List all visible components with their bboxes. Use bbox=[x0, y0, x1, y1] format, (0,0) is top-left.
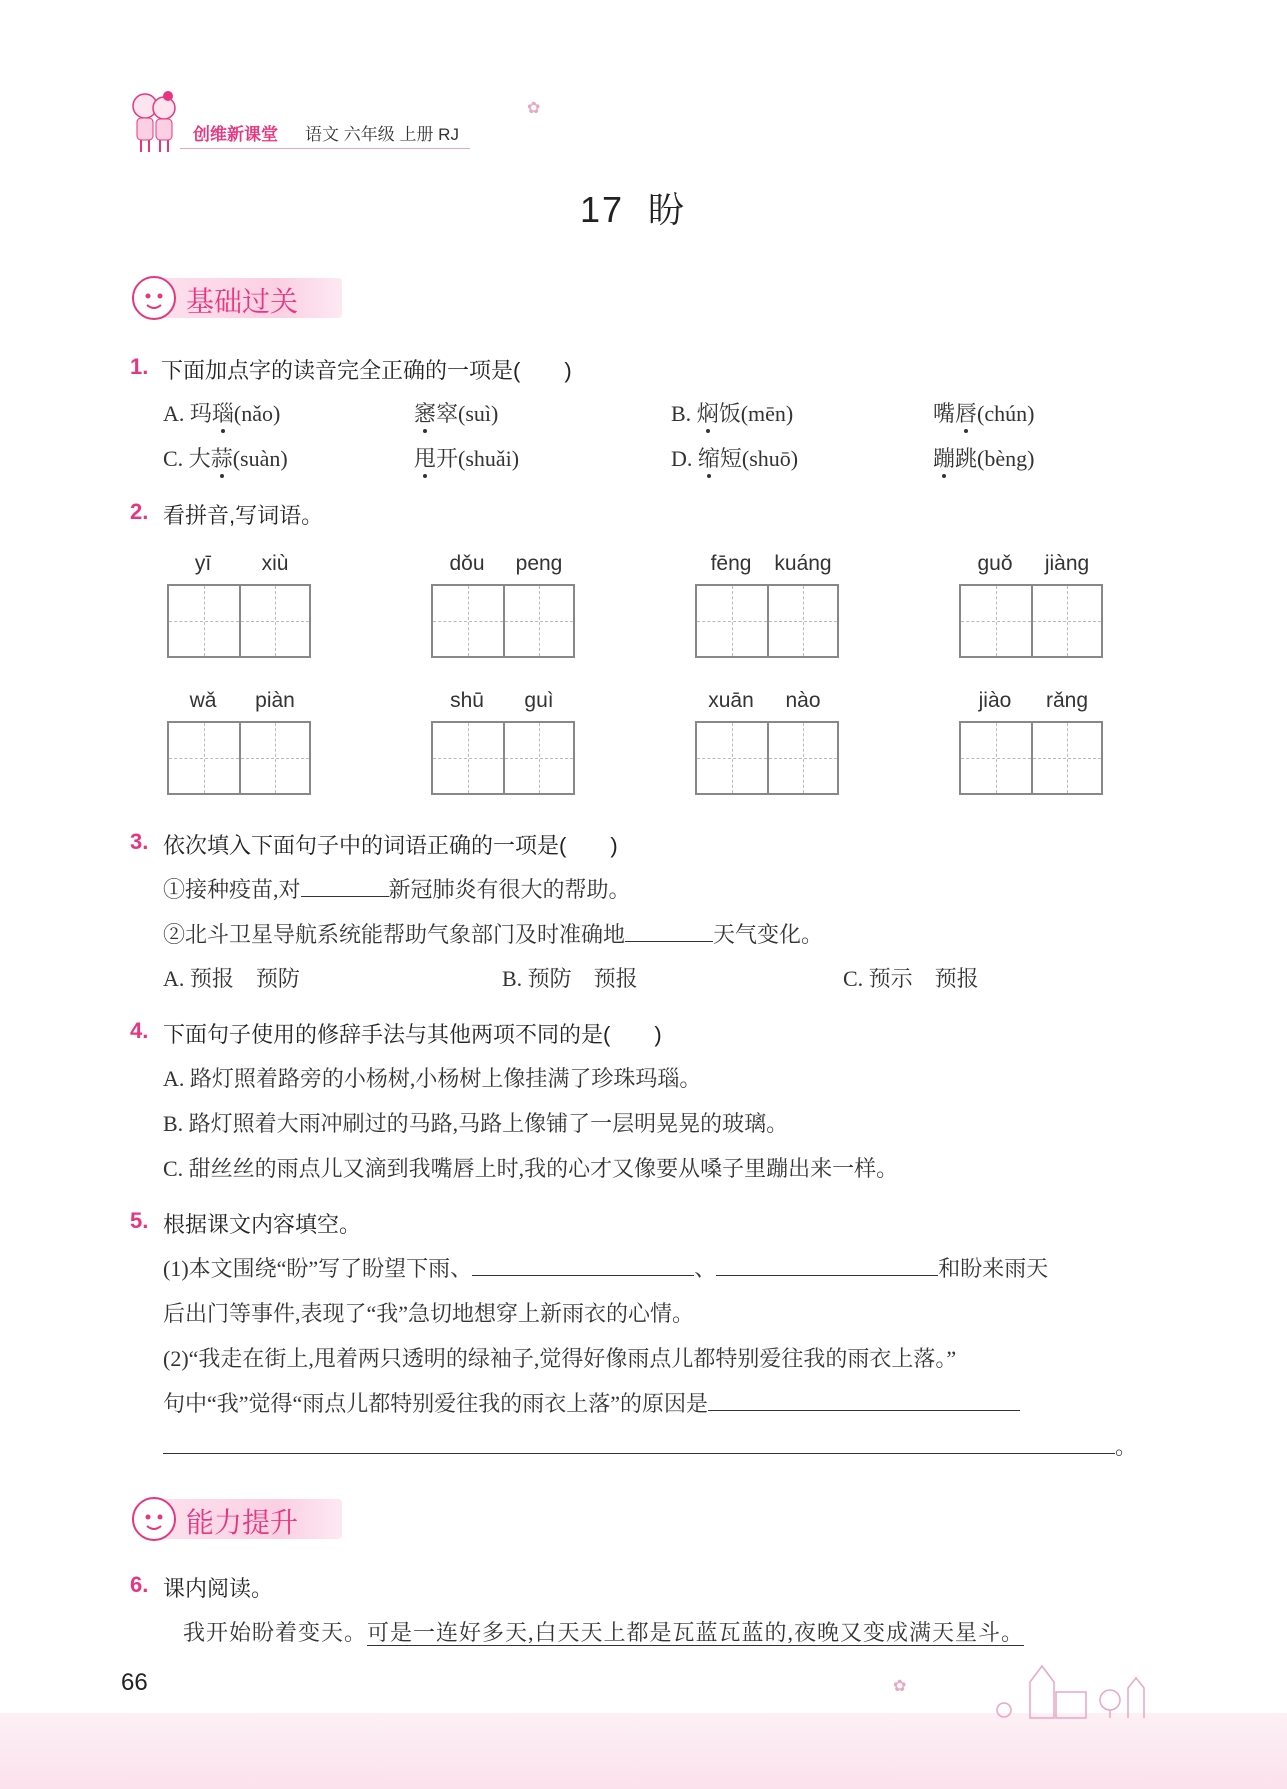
q2-question: 看拼音,写词语。 bbox=[163, 503, 324, 528]
writing-grid[interactable] bbox=[431, 721, 575, 795]
writing-grid[interactable] bbox=[167, 584, 311, 658]
q6-reading-passage bbox=[183, 1616, 1024, 1647]
q3-sentence-2 bbox=[163, 918, 823, 949]
q5-blank-1[interactable] bbox=[472, 1253, 694, 1276]
writing-cell[interactable] bbox=[697, 586, 767, 656]
q1-b-post: 饭(mēn) bbox=[718, 401, 794, 426]
writing-cell[interactable] bbox=[433, 586, 503, 656]
q1-d2-dotted: 蹦 bbox=[933, 446, 956, 471]
pinyin-syllable: nào bbox=[785, 689, 821, 712]
q5-part-2: (2)“我走在街上,甩着两只透明的绿袖子,觉得好像雨点儿都特别爱往我的雨衣上落。” bbox=[163, 1346, 957, 1371]
pinyin-syllable: peng bbox=[515, 552, 563, 575]
q1-d-dotted: 缩 bbox=[697, 446, 720, 471]
q5-part-2-question bbox=[163, 1387, 1020, 1418]
q1-option-b2 bbox=[933, 397, 1034, 428]
q1-option-a2 bbox=[414, 397, 498, 428]
q1-c-dotted: 蒜 bbox=[210, 446, 233, 471]
pinyin-syllable: dǒu bbox=[449, 552, 485, 575]
q6-reading-start: 我开始盼着变天。 bbox=[183, 1620, 368, 1645]
q3-sentence-1 bbox=[163, 873, 631, 904]
writing-cell[interactable] bbox=[169, 586, 239, 656]
q1-b-dotted: 焖 bbox=[696, 401, 719, 426]
writing-cell[interactable] bbox=[239, 723, 309, 793]
q3-option-b: B. 预防 预报 bbox=[502, 966, 638, 991]
header-brand: 创维新课堂 bbox=[193, 125, 278, 144]
section-title-advance: 能力提升 bbox=[186, 1507, 299, 1538]
writing-grid[interactable] bbox=[695, 584, 839, 658]
pinyin-syllable: xuān bbox=[708, 689, 754, 712]
q3-s2-end: 天气变化。 bbox=[713, 922, 824, 947]
q4-option-a: A. 路灯照着路旁的小杨树,小杨树上像挂满了珍珠玛瑙。 bbox=[163, 1066, 702, 1091]
decorative-flower-icon: ✿ bbox=[527, 100, 541, 117]
q1-c2-dotted: 甩 bbox=[414, 446, 437, 471]
q1-b2-dotted: 唇 bbox=[955, 401, 978, 426]
q3-s1-end: 新冠肺炎有很大的帮助。 bbox=[388, 877, 631, 902]
pinyin-syllable: piàn bbox=[255, 689, 295, 712]
castle-decoration-icon bbox=[990, 1652, 1160, 1720]
header-mascot-icon bbox=[128, 86, 180, 156]
q1-a-pre: A. 玛 bbox=[163, 401, 212, 426]
writing-cell[interactable] bbox=[767, 586, 837, 656]
q4-option-c: C. 甜丝丝的雨点儿又滴到我嘴唇上时,我的心才又像要从嗓子里蹦出来一样。 bbox=[163, 1156, 899, 1181]
header-subject: 语文 六年级 上册 RJ bbox=[305, 125, 459, 144]
page-number: 66 bbox=[121, 1669, 148, 1696]
q5-part-1-cont: 后出门等事件,表现了“我”急切地想穿上新雨衣的心情。 bbox=[163, 1301, 695, 1326]
q1-number: 1. bbox=[130, 354, 149, 379]
writing-grid[interactable] bbox=[959, 721, 1103, 795]
writing-cell[interactable] bbox=[697, 723, 767, 793]
pinyin-syllable: shū bbox=[450, 689, 484, 712]
q6-question: 课内阅读。 bbox=[163, 1576, 274, 1601]
q1-d2-post: 跳(bèng) bbox=[955, 446, 1035, 471]
q1-option-d bbox=[671, 442, 798, 473]
section-mascot-icon bbox=[130, 1495, 178, 1543]
q5-part-1 bbox=[163, 1252, 1048, 1283]
decorative-flower-icon: ✿ bbox=[893, 1678, 907, 1695]
writing-cell[interactable] bbox=[767, 723, 837, 793]
pinyin-syllable: jiào bbox=[978, 689, 1012, 712]
q3-s2-start: ②北斗卫星导航系统能帮助气象部门及时准确地 bbox=[163, 922, 626, 947]
q1-a2-post: 窣(suì) bbox=[436, 401, 499, 426]
q4-question: 下面句子使用的修辞手法与其他两项不同的是( ) bbox=[163, 1022, 662, 1047]
q1-c-pre: C. 大 bbox=[163, 446, 211, 471]
writing-grid[interactable] bbox=[959, 584, 1103, 658]
q4-option-b: B. 路灯照着大雨冲刷过的马路,马路上像铺了一层明晃晃的玻璃。 bbox=[163, 1111, 789, 1136]
writing-grid[interactable] bbox=[167, 721, 311, 795]
header-divider bbox=[180, 148, 470, 149]
q2-number: 2. bbox=[130, 499, 149, 524]
q5-end-mark: 。 bbox=[1115, 1434, 1138, 1459]
q5-question: 根据课文内容填空。 bbox=[163, 1212, 362, 1237]
writing-cell[interactable] bbox=[433, 723, 503, 793]
q5-p2-reason: 句中“我”觉得“雨点儿都特别爱往我的雨衣上落”的原因是 bbox=[163, 1391, 709, 1416]
q1-b2-post: (chún) bbox=[977, 401, 1035, 426]
q1-d-pre: D. bbox=[671, 446, 698, 471]
q3-option-a: A. 预报 预防 bbox=[163, 966, 300, 991]
q5-blank-2[interactable] bbox=[716, 1253, 938, 1276]
q4-number: 4. bbox=[130, 1018, 149, 1043]
q1-a-post: (nǎo) bbox=[233, 401, 281, 426]
pinyin-syllable: wǎ bbox=[189, 689, 217, 712]
writing-cell[interactable] bbox=[169, 723, 239, 793]
writing-cell[interactable] bbox=[503, 586, 573, 656]
q1-option-c2 bbox=[414, 442, 519, 473]
q6-number: 6. bbox=[130, 1572, 149, 1597]
q5-blank-3[interactable] bbox=[708, 1388, 1020, 1411]
pinyin-syllable: guì bbox=[524, 689, 554, 712]
pinyin-syllable: kuáng bbox=[774, 552, 832, 575]
q1-d-post: 短(shuō) bbox=[719, 446, 799, 471]
q3-s1-start: ①接种疫苗,对 bbox=[163, 877, 301, 902]
q3-blank-1[interactable] bbox=[301, 874, 389, 897]
q1-b2-pre: 嘴 bbox=[933, 401, 956, 426]
section-title-basic: 基础过关 bbox=[186, 286, 299, 317]
q5-blank-4[interactable] bbox=[163, 1431, 1115, 1454]
q3-question: 依次填入下面句子中的词语正确的一项是( ) bbox=[163, 833, 618, 858]
q5-answer-line bbox=[163, 1430, 1137, 1461]
pinyin-word-1 bbox=[167, 552, 311, 658]
q1-c-post: (suàn) bbox=[232, 446, 288, 471]
q6-reading-underlined: 可是一连好多天,白天天上都是瓦蓝瓦蓝的,夜晚又变成满天星斗。 bbox=[367, 1620, 1025, 1645]
q1-option-c bbox=[163, 442, 288, 473]
pinyin-syllable: yī bbox=[194, 552, 212, 575]
pinyin-word-2 bbox=[431, 552, 575, 658]
q5-number: 5. bbox=[130, 1208, 149, 1233]
writing-cell[interactable] bbox=[503, 723, 573, 793]
q5-p1-start: (1)本文围绕“盼”写了盼望下雨、 bbox=[163, 1256, 473, 1281]
writing-cell[interactable] bbox=[1031, 723, 1101, 793]
pinyin-word-6 bbox=[431, 689, 575, 795]
q3-blank-2[interactable] bbox=[625, 919, 713, 942]
pinyin-syllable: xiù bbox=[261, 552, 289, 575]
q1-option-a bbox=[163, 397, 280, 428]
q3-number: 3. bbox=[130, 829, 149, 854]
writing-grid[interactable] bbox=[695, 721, 839, 795]
pinyin-syllable: guǒ bbox=[977, 552, 1013, 575]
q1-c2-post: 开(shuǎi) bbox=[436, 446, 520, 471]
q3-option-c: C. 预示 预报 bbox=[843, 966, 979, 991]
writing-cell[interactable] bbox=[961, 723, 1031, 793]
pinyin-word-4 bbox=[959, 552, 1103, 658]
footer-band bbox=[0, 1713, 1287, 1789]
pinyin-word-5 bbox=[167, 689, 311, 795]
pinyin-word-7 bbox=[695, 689, 839, 795]
writing-cell[interactable] bbox=[239, 586, 309, 656]
section-mascot-icon bbox=[130, 274, 178, 322]
q5-p1-end: 和盼来雨天 bbox=[938, 1256, 1049, 1281]
writing-cell[interactable] bbox=[1031, 586, 1101, 656]
pinyin-word-8 bbox=[959, 689, 1103, 795]
q1-b-pre: B. bbox=[671, 401, 697, 426]
pinyin-syllable: jiàng bbox=[1044, 552, 1090, 575]
pinyin-word-3 bbox=[695, 552, 839, 658]
pinyin-syllable: fēng bbox=[710, 552, 752, 575]
writing-grid[interactable] bbox=[431, 584, 575, 658]
q5-p1-sep: 、 bbox=[694, 1256, 717, 1281]
q1-a-dotted: 瑙 bbox=[211, 401, 234, 426]
q1-option-d2 bbox=[933, 442, 1034, 473]
page-title: 17 盼 bbox=[580, 189, 687, 230]
q1-option-b bbox=[671, 397, 793, 428]
q1-a2-dotted: 窸 bbox=[414, 401, 437, 426]
q1-question: 下面加点字的读音完全正确的一项是( ) bbox=[161, 358, 572, 383]
pinyin-syllable: rǎng bbox=[1045, 689, 1089, 712]
writing-cell[interactable] bbox=[961, 586, 1031, 656]
